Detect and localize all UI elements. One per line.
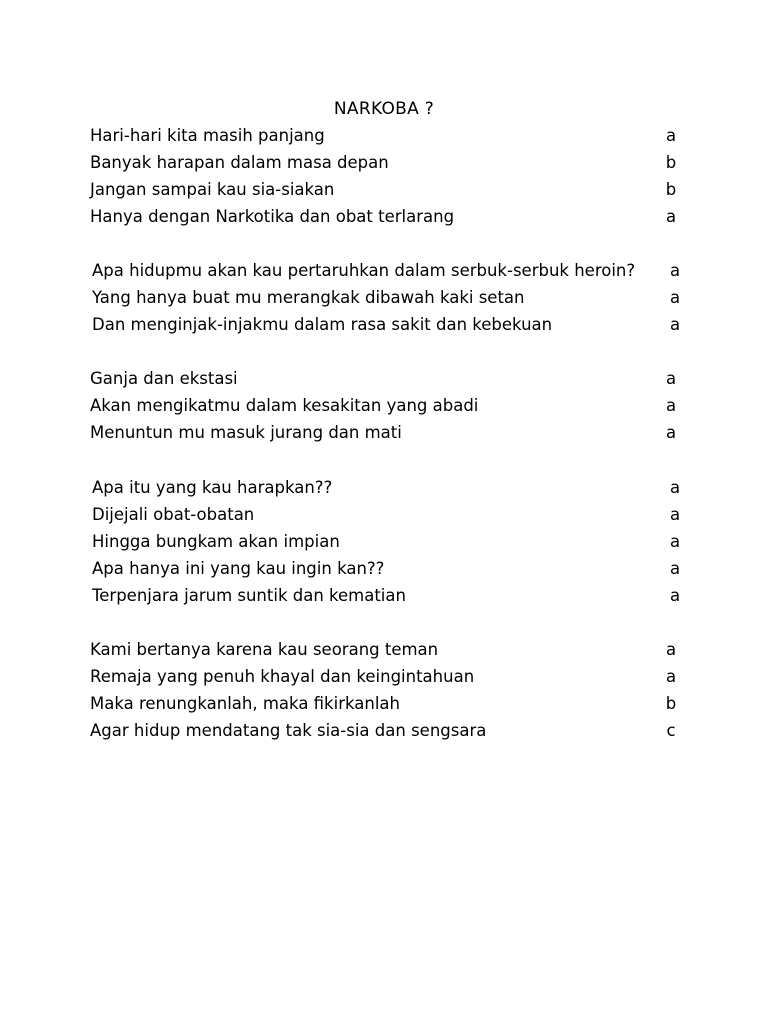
poem-line	[90, 636, 690, 663]
poem-line	[90, 122, 690, 149]
rhyme-letter: c	[666, 721, 676, 740]
poem-line	[90, 717, 690, 744]
poem-line	[90, 392, 690, 419]
rhyme-letter: b	[665, 180, 677, 199]
line-text: Apa hidupmu akan kau pertaruhkan dalam serbuk-serbuk heroin?	[92, 261, 636, 280]
rhyme-letter: a	[665, 369, 677, 388]
poem-line	[90, 419, 690, 446]
poem-line	[92, 257, 692, 284]
stanza-5	[90, 636, 690, 744]
poem-title	[0, 96, 768, 122]
line-text: Maka renungkanlah, maka fikirkanlah	[90, 694, 400, 713]
poem-line	[92, 582, 692, 609]
poem-line	[92, 474, 692, 501]
stanza-2	[92, 257, 692, 338]
poem-line	[92, 555, 692, 582]
line-text: Terpenjara jarum suntik dan kematian	[92, 586, 406, 605]
poem-line	[92, 311, 692, 338]
rhyme-letter: a	[665, 396, 677, 415]
line-text: Agar hidup mendatang tak sia-sia dan sengsara	[90, 721, 487, 740]
poem-line	[92, 284, 692, 311]
rhyme-letter: a	[665, 423, 677, 442]
line-text: Akan mengikatmu dalam kesakitan yang abadi	[90, 396, 479, 415]
line-text: Kami bertanya karena kau seorang teman	[90, 640, 439, 659]
poem-line	[90, 663, 690, 690]
rhyme-letter: a	[669, 559, 681, 578]
stanza-1	[90, 122, 690, 230]
rhyme-letter: a	[669, 586, 681, 605]
rhyme-letter: a	[669, 478, 681, 497]
rhyme-letter: a	[669, 315, 681, 334]
line-text: Menuntun mu masuk jurang dan mati	[90, 423, 402, 442]
line-text: Apa hanya ini yang kau ingin kan??	[92, 559, 385, 578]
stanza-3	[90, 365, 690, 446]
rhyme-letter: a	[669, 505, 681, 524]
poem-title-text: NARKOBA ?	[333, 99, 435, 119]
line-text: Apa itu yang kau harapkan??	[92, 478, 333, 497]
rhyme-letter: a	[665, 207, 677, 226]
poem-line	[92, 501, 692, 528]
line-text: Yang hanya buat mu merangkak dibawah kaki setan	[92, 288, 525, 307]
rhyme-letter: a	[665, 640, 677, 659]
line-text: Hari-hari kita masih panjang	[90, 126, 325, 145]
poem-line	[90, 690, 690, 717]
line-text: Ganja dan ekstasi	[90, 369, 238, 388]
rhyme-letter: b	[665, 153, 677, 172]
line-text: Remaja yang penuh khayal dan keingintahuan	[90, 667, 475, 686]
line-text: Dijejali obat-obatan	[92, 505, 255, 524]
poem-line	[92, 528, 692, 555]
line-text: Banyak harapan dalam masa depan	[90, 153, 389, 172]
rhyme-letter: a	[665, 667, 677, 686]
rhyme-letter: a	[669, 532, 681, 551]
rhyme-letter: a	[669, 288, 681, 307]
rhyme-letter: a	[665, 126, 677, 145]
line-text: Hingga bungkam akan impian	[92, 532, 340, 551]
poem-line	[90, 149, 690, 176]
poem-line	[90, 176, 690, 203]
line-text: Hanya dengan Narkotika dan obat terlarang	[90, 207, 455, 226]
poem-line	[90, 365, 690, 392]
rhyme-letter: a	[669, 261, 681, 280]
line-text: Dan menginjak-injakmu dalam rasa sakit dan kebekuan	[92, 315, 553, 334]
rhyme-letter: b	[665, 694, 677, 713]
line-text: Jangan sampai kau sia-siakan	[90, 180, 335, 199]
poem-line	[90, 203, 690, 230]
stanza-4	[92, 474, 692, 609]
